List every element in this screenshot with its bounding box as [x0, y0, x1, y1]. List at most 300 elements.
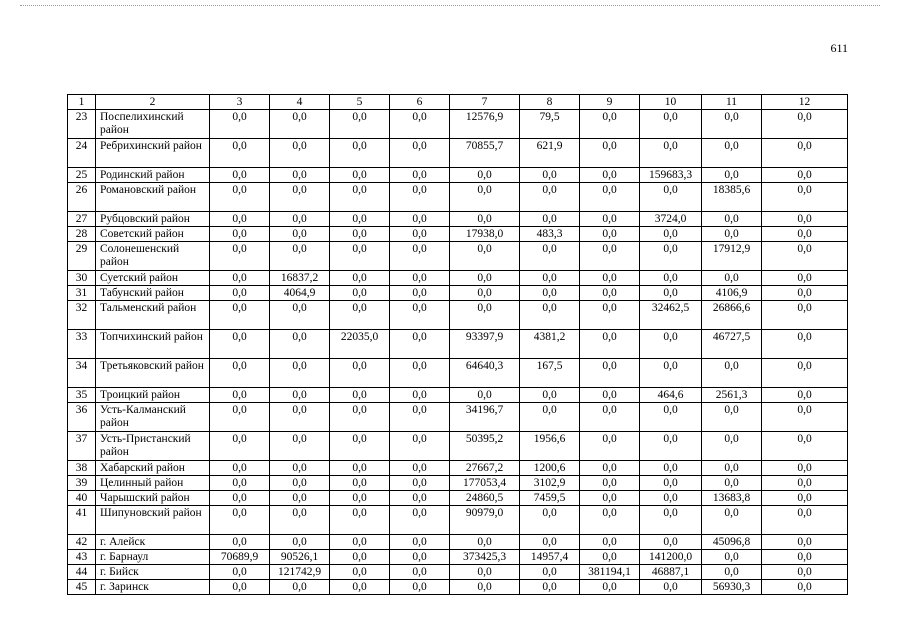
column-number-header: 10 — [640, 95, 702, 110]
value-cell: 373425,3 — [450, 550, 520, 565]
value-cell: 0,0 — [210, 271, 270, 286]
value-cell: 4381,2 — [520, 330, 580, 359]
district-name-cell: г. Барнаул — [96, 550, 210, 565]
district-name-cell: Третьяковский район — [96, 359, 210, 388]
value-cell: 90526,1 — [270, 550, 330, 565]
table-row — [68, 506, 848, 535]
row-number-cell: 26 — [68, 183, 96, 212]
value-cell: 7459,5 — [520, 491, 580, 506]
value-cell: 3102,9 — [520, 476, 580, 491]
value-cell: 0,0 — [390, 476, 450, 491]
table-row — [68, 301, 848, 330]
value-cell: 0,0 — [450, 301, 520, 330]
value-cell: 0,0 — [270, 388, 330, 403]
column-number-header: 3 — [210, 95, 270, 110]
column-number-header: 7 — [450, 95, 520, 110]
value-cell: 0,0 — [640, 183, 702, 212]
data-table — [67, 94, 848, 595]
value-cell: 0,0 — [210, 183, 270, 212]
value-cell: 0,0 — [330, 110, 390, 139]
value-cell: 0,0 — [762, 183, 848, 212]
value-cell: 0,0 — [210, 227, 270, 242]
row-number-cell: 32 — [68, 301, 96, 330]
value-cell: 0,0 — [762, 565, 848, 580]
value-cell: 0,0 — [330, 359, 390, 388]
district-name-cell: Солонешенский район — [96, 242, 210, 271]
value-cell: 0,0 — [330, 242, 390, 271]
value-cell: 0,0 — [270, 476, 330, 491]
value-cell: 46887,1 — [640, 565, 702, 580]
value-cell: 0,0 — [210, 432, 270, 461]
table-row — [68, 271, 848, 286]
row-number-cell: 29 — [68, 242, 96, 271]
value-cell: 0,0 — [210, 212, 270, 227]
value-cell: 0,0 — [270, 183, 330, 212]
value-cell: 14957,4 — [520, 550, 580, 565]
value-cell: 93397,9 — [450, 330, 520, 359]
table-row — [68, 359, 848, 388]
value-cell: 17938,0 — [450, 227, 520, 242]
value-cell: 0,0 — [640, 359, 702, 388]
district-name-cell: Чарышский район — [96, 491, 210, 506]
district-name-cell: Тальменский район — [96, 301, 210, 330]
value-cell: 0,0 — [210, 330, 270, 359]
value-cell: 0,0 — [640, 271, 702, 286]
value-cell: 0,0 — [210, 506, 270, 535]
value-cell: 0,0 — [450, 183, 520, 212]
value-cell: 0,0 — [762, 301, 848, 330]
value-cell: 0,0 — [210, 491, 270, 506]
column-number-header: 9 — [580, 95, 640, 110]
district-name-cell: г. Бийск — [96, 565, 210, 580]
value-cell: 0,0 — [640, 506, 702, 535]
table-row — [68, 550, 848, 565]
table-row — [68, 388, 848, 403]
value-cell: 0,0 — [450, 580, 520, 595]
value-cell: 0,0 — [762, 139, 848, 168]
value-cell: 1956,6 — [520, 432, 580, 461]
district-name-cell: Суетский район — [96, 271, 210, 286]
district-name-cell: г. Заринск — [96, 580, 210, 595]
district-name-cell: Усть-Калманский район — [96, 403, 210, 432]
table-row — [68, 330, 848, 359]
row-number-cell: 25 — [68, 168, 96, 183]
value-cell: 0,0 — [640, 286, 702, 301]
value-cell: 0,0 — [330, 550, 390, 565]
value-cell: 0,0 — [270, 432, 330, 461]
value-cell: 0,0 — [210, 301, 270, 330]
value-cell: 0,0 — [640, 491, 702, 506]
table-row — [68, 476, 848, 491]
value-cell: 0,0 — [580, 388, 640, 403]
value-cell: 0,0 — [702, 359, 762, 388]
row-number-cell: 44 — [68, 565, 96, 580]
value-cell: 0,0 — [390, 461, 450, 476]
value-cell: 0,0 — [640, 139, 702, 168]
row-number-cell: 38 — [68, 461, 96, 476]
value-cell: 0,0 — [450, 271, 520, 286]
value-cell: 0,0 — [702, 110, 762, 139]
value-cell: 0,0 — [580, 286, 640, 301]
value-cell: 0,0 — [580, 535, 640, 550]
value-cell: 0,0 — [520, 212, 580, 227]
row-number-cell: 41 — [68, 506, 96, 535]
value-cell: 0,0 — [762, 110, 848, 139]
value-cell: 50395,2 — [450, 432, 520, 461]
district-name-cell: Романовский район — [96, 183, 210, 212]
value-cell: 0,0 — [330, 535, 390, 550]
value-cell: 0,0 — [330, 388, 390, 403]
value-cell: 0,0 — [762, 388, 848, 403]
value-cell: 0,0 — [640, 580, 702, 595]
value-cell: 0,0 — [210, 110, 270, 139]
value-cell: 0,0 — [520, 388, 580, 403]
page-number: 611 — [830, 41, 848, 55]
value-cell: 0,0 — [580, 227, 640, 242]
value-cell: 0,0 — [640, 461, 702, 476]
value-cell: 0,0 — [270, 301, 330, 330]
row-number-cell: 39 — [68, 476, 96, 491]
value-cell: 0,0 — [270, 227, 330, 242]
district-name-cell: Рубцовский район — [96, 212, 210, 227]
row-number-cell: 33 — [68, 330, 96, 359]
value-cell: 0,0 — [390, 535, 450, 550]
value-cell: 0,0 — [450, 242, 520, 271]
value-cell: 0,0 — [762, 227, 848, 242]
district-name-cell: Усть-Пристанский район — [96, 432, 210, 461]
value-cell: 0,0 — [702, 476, 762, 491]
value-cell: 0,0 — [270, 168, 330, 183]
value-cell: 0,0 — [580, 271, 640, 286]
value-cell: 0,0 — [210, 359, 270, 388]
value-cell: 0,0 — [330, 491, 390, 506]
table-row — [68, 168, 848, 183]
row-number-cell: 36 — [68, 403, 96, 432]
value-cell: 45096,8 — [702, 535, 762, 550]
value-cell: 0,0 — [520, 506, 580, 535]
value-cell: 0,0 — [762, 212, 848, 227]
value-cell: 0,0 — [330, 227, 390, 242]
value-cell: 0,0 — [580, 139, 640, 168]
value-cell: 0,0 — [520, 535, 580, 550]
district-name-cell: Топчихинский район — [96, 330, 210, 359]
value-cell: 0,0 — [520, 580, 580, 595]
value-cell: 621,9 — [520, 139, 580, 168]
value-cell: 167,5 — [520, 359, 580, 388]
value-cell: 0,0 — [330, 271, 390, 286]
value-cell: 0,0 — [762, 271, 848, 286]
column-number-header: 4 — [270, 95, 330, 110]
column-number-header: 11 — [702, 95, 762, 110]
value-cell: 0,0 — [762, 330, 848, 359]
value-cell: 0,0 — [520, 168, 580, 183]
value-cell: 0,0 — [330, 506, 390, 535]
value-cell: 0,0 — [762, 506, 848, 535]
value-cell: 0,0 — [640, 227, 702, 242]
column-number-header: 6 — [390, 95, 450, 110]
value-cell: 0,0 — [580, 461, 640, 476]
value-cell: 18385,6 — [702, 183, 762, 212]
value-cell: 0,0 — [270, 403, 330, 432]
value-cell: 0,0 — [640, 403, 702, 432]
value-cell: 0,0 — [640, 110, 702, 139]
value-cell: 0,0 — [450, 388, 520, 403]
value-cell: 4106,9 — [702, 286, 762, 301]
value-cell: 0,0 — [390, 565, 450, 580]
value-cell: 0,0 — [580, 330, 640, 359]
value-cell: 0,0 — [762, 242, 848, 271]
value-cell: 0,0 — [702, 271, 762, 286]
row-number-cell: 45 — [68, 580, 96, 595]
value-cell: 0,0 — [450, 212, 520, 227]
row-number-cell: 24 — [68, 139, 96, 168]
value-cell: 0,0 — [702, 550, 762, 565]
value-cell: 0,0 — [762, 359, 848, 388]
district-name-cell: Табунский район — [96, 286, 210, 301]
district-name-cell: Советский район — [96, 227, 210, 242]
value-cell: 0,0 — [390, 301, 450, 330]
value-cell: 0,0 — [390, 491, 450, 506]
value-cell: 159683,3 — [640, 168, 702, 183]
value-cell: 0,0 — [520, 183, 580, 212]
value-cell: 0,0 — [270, 491, 330, 506]
value-cell: 34196,7 — [450, 403, 520, 432]
value-cell: 0,0 — [520, 286, 580, 301]
value-cell: 0,0 — [450, 286, 520, 301]
value-cell: 0,0 — [270, 139, 330, 168]
value-cell: 0,0 — [390, 110, 450, 139]
value-cell: 0,0 — [762, 535, 848, 550]
value-cell: 0,0 — [270, 461, 330, 476]
value-cell: 0,0 — [580, 476, 640, 491]
value-cell: 0,0 — [390, 242, 450, 271]
value-cell: 16837,2 — [270, 271, 330, 286]
table-row — [68, 212, 848, 227]
row-number-cell: 37 — [68, 432, 96, 461]
value-cell: 483,3 — [520, 227, 580, 242]
value-cell: 0,0 — [762, 491, 848, 506]
row-number-cell: 30 — [68, 271, 96, 286]
value-cell: 0,0 — [762, 432, 848, 461]
column-number-header: 1 — [68, 95, 96, 110]
district-name-cell: Целинный район — [96, 476, 210, 491]
value-cell: 0,0 — [580, 550, 640, 565]
table-row — [68, 491, 848, 506]
value-cell: 79,5 — [520, 110, 580, 139]
value-cell: 0,0 — [390, 403, 450, 432]
value-cell: 0,0 — [702, 461, 762, 476]
value-cell: 0,0 — [210, 565, 270, 580]
value-cell: 0,0 — [520, 242, 580, 271]
value-cell: 26866,6 — [702, 301, 762, 330]
district-name-cell: Ребрихинский район — [96, 139, 210, 168]
value-cell: 0,0 — [640, 535, 702, 550]
value-cell: 0,0 — [330, 212, 390, 227]
value-cell: 0,0 — [210, 535, 270, 550]
value-cell: 0,0 — [580, 491, 640, 506]
value-cell: 0,0 — [270, 212, 330, 227]
value-cell: 0,0 — [210, 286, 270, 301]
value-cell: 0,0 — [330, 168, 390, 183]
value-cell: 0,0 — [702, 565, 762, 580]
value-cell: 22035,0 — [330, 330, 390, 359]
value-cell: 0,0 — [450, 565, 520, 580]
value-cell: 141200,0 — [640, 550, 702, 565]
value-cell: 0,0 — [520, 403, 580, 432]
value-cell: 0,0 — [210, 168, 270, 183]
row-number-cell: 43 — [68, 550, 96, 565]
value-cell: 0,0 — [330, 403, 390, 432]
value-cell: 0,0 — [702, 212, 762, 227]
value-cell: 0,0 — [330, 286, 390, 301]
value-cell: 0,0 — [762, 580, 848, 595]
table-body — [68, 95, 848, 595]
value-cell: 0,0 — [702, 139, 762, 168]
column-number-header: 2 — [96, 95, 210, 110]
value-cell: 0,0 — [640, 476, 702, 491]
value-cell: 0,0 — [702, 432, 762, 461]
value-cell: 0,0 — [580, 110, 640, 139]
table-row — [68, 110, 848, 139]
table-row — [68, 286, 848, 301]
value-cell: 0,0 — [330, 432, 390, 461]
value-cell: 0,0 — [640, 242, 702, 271]
value-cell: 46727,5 — [702, 330, 762, 359]
value-cell: 464,6 — [640, 388, 702, 403]
value-cell: 0,0 — [270, 580, 330, 595]
district-name-cell: г. Алейск — [96, 535, 210, 550]
value-cell: 0,0 — [390, 168, 450, 183]
value-cell: 0,0 — [762, 168, 848, 183]
value-cell: 0,0 — [580, 301, 640, 330]
value-cell: 0,0 — [330, 183, 390, 212]
value-cell: 0,0 — [390, 139, 450, 168]
value-cell: 0,0 — [762, 476, 848, 491]
row-number-cell: 40 — [68, 491, 96, 506]
row-number-cell: 23 — [68, 110, 96, 139]
value-cell: 0,0 — [580, 506, 640, 535]
value-cell: 0,0 — [270, 506, 330, 535]
column-number-header: 5 — [330, 95, 390, 110]
scan-artifact-line — [20, 5, 880, 6]
value-cell: 0,0 — [580, 212, 640, 227]
value-cell: 0,0 — [520, 565, 580, 580]
value-cell: 64640,3 — [450, 359, 520, 388]
value-cell: 12576,9 — [450, 110, 520, 139]
row-number-cell: 34 — [68, 359, 96, 388]
value-cell: 0,0 — [390, 580, 450, 595]
table-row — [68, 432, 848, 461]
value-cell: 0,0 — [210, 139, 270, 168]
value-cell: 0,0 — [702, 506, 762, 535]
value-cell: 0,0 — [640, 330, 702, 359]
value-cell: 0,0 — [210, 461, 270, 476]
value-cell: 0,0 — [330, 580, 390, 595]
district-name-cell: Шипуновский район — [96, 506, 210, 535]
value-cell: 0,0 — [330, 565, 390, 580]
value-cell: 381194,1 — [580, 565, 640, 580]
value-cell: 0,0 — [390, 550, 450, 565]
table-header-row — [68, 95, 848, 110]
value-cell: 0,0 — [390, 271, 450, 286]
value-cell: 0,0 — [390, 330, 450, 359]
value-cell: 0,0 — [390, 506, 450, 535]
district-name-cell: Родинский район — [96, 168, 210, 183]
value-cell: 0,0 — [390, 212, 450, 227]
value-cell: 0,0 — [580, 183, 640, 212]
value-cell: 0,0 — [270, 242, 330, 271]
value-cell: 0,0 — [390, 286, 450, 301]
value-cell: 177053,4 — [450, 476, 520, 491]
value-cell: 24860,5 — [450, 491, 520, 506]
value-cell: 70855,7 — [450, 139, 520, 168]
value-cell: 121742,9 — [270, 565, 330, 580]
value-cell: 0,0 — [580, 168, 640, 183]
column-number-header: 12 — [762, 95, 848, 110]
value-cell: 0,0 — [580, 432, 640, 461]
value-cell: 0,0 — [270, 359, 330, 388]
table-row — [68, 580, 848, 595]
value-cell: 0,0 — [762, 550, 848, 565]
table-row — [68, 242, 848, 271]
row-number-cell: 42 — [68, 535, 96, 550]
value-cell: 0,0 — [330, 476, 390, 491]
value-cell: 0,0 — [702, 403, 762, 432]
value-cell: 0,0 — [450, 168, 520, 183]
value-cell: 0,0 — [390, 388, 450, 403]
value-cell: 0,0 — [702, 168, 762, 183]
row-number-cell: 28 — [68, 227, 96, 242]
district-name-cell: Хабарский район — [96, 461, 210, 476]
row-number-cell: 31 — [68, 286, 96, 301]
value-cell: 0,0 — [702, 227, 762, 242]
value-cell: 0,0 — [330, 301, 390, 330]
value-cell: 0,0 — [520, 271, 580, 286]
row-number-cell: 27 — [68, 212, 96, 227]
value-cell: 0,0 — [762, 461, 848, 476]
value-cell: 0,0 — [390, 359, 450, 388]
value-cell: 0,0 — [270, 110, 330, 139]
value-cell: 1200,6 — [520, 461, 580, 476]
value-cell: 0,0 — [390, 432, 450, 461]
value-cell: 17912,9 — [702, 242, 762, 271]
value-cell: 0,0 — [390, 183, 450, 212]
value-cell: 70689,9 — [210, 550, 270, 565]
value-cell: 2561,3 — [702, 388, 762, 403]
value-cell: 0,0 — [580, 580, 640, 595]
value-cell: 13683,8 — [702, 491, 762, 506]
value-cell: 32462,5 — [640, 301, 702, 330]
value-cell: 0,0 — [330, 139, 390, 168]
value-cell: 0,0 — [580, 242, 640, 271]
table-row — [68, 535, 848, 550]
district-name-cell: Троицкий район — [96, 388, 210, 403]
value-cell: 0,0 — [640, 432, 702, 461]
table-row — [68, 183, 848, 212]
table-row — [68, 461, 848, 476]
column-number-header: 8 — [520, 95, 580, 110]
table-row — [68, 139, 848, 168]
value-cell: 90979,0 — [450, 506, 520, 535]
value-cell: 3724,0 — [640, 212, 702, 227]
value-cell: 0,0 — [210, 388, 270, 403]
value-cell: 0,0 — [210, 580, 270, 595]
value-cell: 0,0 — [330, 461, 390, 476]
district-name-cell: Поспелихинский район — [96, 110, 210, 139]
value-cell: 0,0 — [270, 330, 330, 359]
value-cell: 0,0 — [580, 403, 640, 432]
table-row — [68, 565, 848, 580]
